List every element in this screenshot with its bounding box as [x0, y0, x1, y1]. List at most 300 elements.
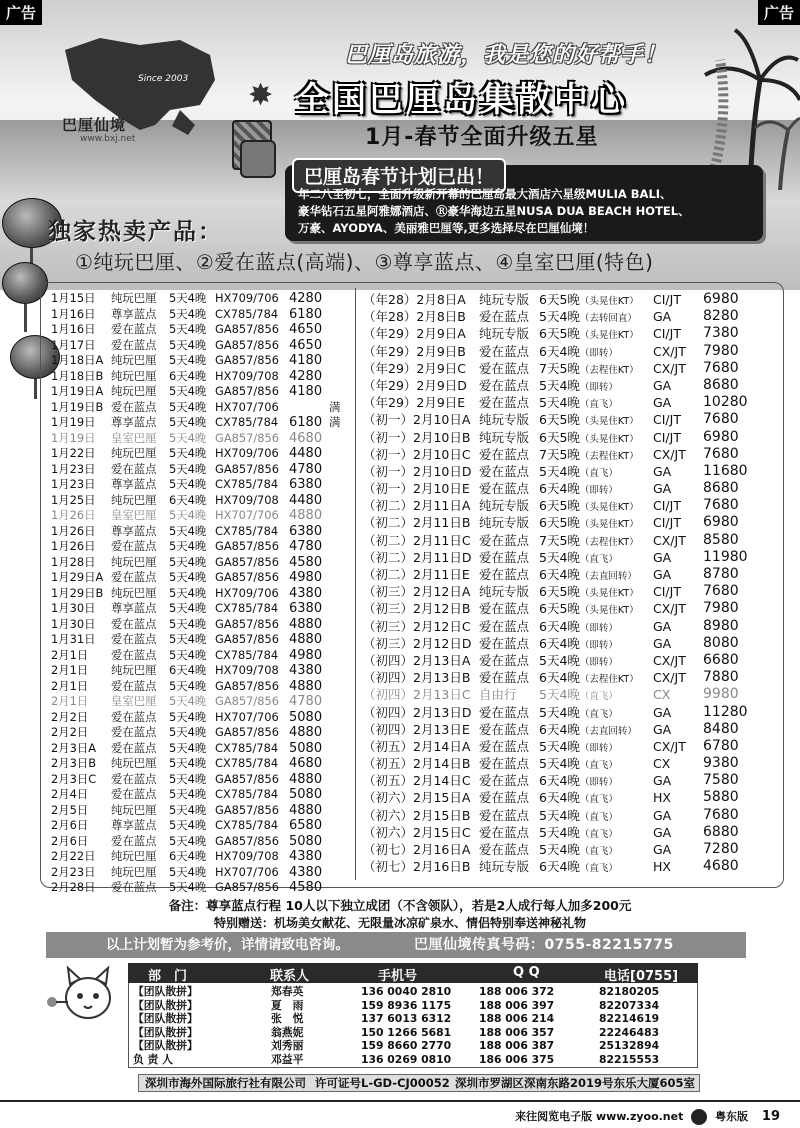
ad-label-right: 广告 [758, 0, 800, 25]
hot-products-title: 独家热卖产品： [48, 219, 223, 245]
row-transfer: （直飞） [579, 794, 618, 806]
row-price: 5880 [703, 789, 739, 806]
row-product: 纯玩巴厘 [111, 663, 157, 677]
row-flight: HX709/708 [215, 492, 279, 507]
row-airline: CX [653, 687, 671, 703]
row-date: 1月16日 [51, 306, 96, 321]
row-product: 纯玩专版 [479, 292, 530, 307]
row-transfer: （直飞） [579, 399, 618, 411]
row-airline: CI/JT [653, 584, 681, 600]
row-date: （初一）2月10日C [363, 446, 471, 462]
table-row [363, 755, 778, 772]
row-price: 4580 [289, 554, 323, 570]
row-product: 尊享蓝点 [111, 306, 157, 321]
row-phone: 82214619 [599, 1012, 660, 1026]
row-price: 7880 [703, 669, 739, 686]
row-date: （年29）2月9日E [363, 395, 466, 411]
contact-row [129, 1053, 697, 1067]
row-nights: 6天4晚 [539, 859, 580, 875]
row-price: 8980 [703, 617, 739, 634]
table-row [51, 291, 351, 307]
row-date: 2月3日C [51, 771, 97, 786]
table-row [363, 411, 778, 428]
company-address: 深圳市罗湖区深南东路2019号东乐大厦605室 [455, 1076, 696, 1090]
row-airline: GA [653, 618, 672, 634]
row-date: （初五）2月14日A [363, 738, 471, 754]
row-duration: 5天4晚 [169, 477, 207, 491]
table-row [51, 834, 351, 850]
row-date: （初四）2月13日A [363, 652, 471, 668]
table-row [51, 725, 351, 741]
row-flight: CX785/784 [215, 818, 279, 832]
table-row [363, 635, 778, 652]
row-product: 爱在蓝点 [111, 322, 157, 336]
row-nights: 6天4晚 [539, 618, 580, 634]
row-airline: GA [653, 463, 672, 479]
row-price: 4650 [289, 322, 323, 337]
row-product: 爱在蓝点 [111, 880, 157, 894]
row-nights: 6天4晚 [539, 481, 580, 497]
row-price: 4880 [289, 616, 323, 632]
row-dept: 负 责 人 [133, 1052, 173, 1066]
table-row [51, 601, 351, 617]
row-transfer: （即转） [579, 485, 618, 497]
row-flight: GA857/856 [215, 616, 279, 631]
row-nights: 6天4晚 [539, 670, 580, 686]
row-duration: 5天4晚 [169, 647, 207, 662]
row-nights: 6天4晚 [539, 343, 580, 359]
row-duration: 5天4晚 [169, 461, 207, 476]
page-number: 19 [761, 1109, 780, 1124]
header-mobile: 手机号 [378, 969, 418, 984]
row-date: （初五）2月14日C [363, 773, 471, 789]
row-price: 6380 [289, 601, 323, 616]
firecracker-bucket-icon [240, 140, 276, 178]
row-date: 2月3日B [51, 756, 97, 770]
row-nights: 6天5晚 [539, 584, 580, 600]
row-date: 1月17日 [51, 337, 96, 352]
row-transfer: （直飞） [579, 846, 618, 857]
table-row [51, 865, 351, 881]
row-flight: HX709/706 [215, 446, 279, 460]
table-row [51, 586, 351, 602]
row-duration: 5天4晚 [169, 554, 207, 569]
row-price: 7680 [703, 359, 739, 376]
row-product: 纯玩巴厘 [111, 492, 157, 507]
row-date: （年29）2月9日C [363, 360, 467, 376]
row-transfer: （去程住KT） [579, 450, 639, 462]
row-product: 爱在蓝点 [111, 461, 157, 476]
row-duration: 5天4晚 [169, 740, 207, 755]
row-duration: 5天4晚 [169, 787, 207, 801]
row-date: （初六）2月15日B [363, 807, 471, 823]
row-flight: HX707/706 [215, 399, 279, 414]
lantern-tassel [24, 304, 27, 332]
row-price: 4380 [289, 663, 323, 678]
row-product: 纯玩巴厘 [111, 291, 157, 305]
brand-since: Since 2003 [138, 74, 189, 84]
row-date: （初三）2月12日D [363, 635, 472, 651]
row-date: 2月4日 [51, 787, 89, 801]
table-row [363, 772, 778, 789]
row-product: 尊享蓝点 [111, 477, 157, 491]
row-mobile: 159 8660 2770 [361, 1039, 452, 1053]
row-mobile: 136 0269 0810 [361, 1052, 452, 1066]
row-date: 1月19日A [51, 384, 104, 398]
row-airline: CX/JT [653, 360, 686, 376]
row-flight: GA857/856 [215, 725, 279, 739]
contact-row [129, 1039, 697, 1053]
row-product: 爱在蓝点 [479, 446, 530, 462]
row-product: 爱在蓝点 [111, 632, 157, 646]
row-price: 8080 [703, 634, 739, 651]
license-number: 许可证号L-GD-CJ00052 [315, 1076, 450, 1090]
row-date: 1月19日 [51, 415, 96, 429]
row-airline: CI/JT [653, 326, 681, 342]
row-person: 邓益平 [271, 1052, 304, 1066]
row-flight: GA857/856 [215, 880, 279, 894]
row-date: 1月19日B [51, 399, 104, 414]
table-row [363, 532, 778, 549]
plan-line: 万豪、AYODYA、美丽雅巴厘等,更多选择尽在巴厘仙境！ [298, 221, 595, 235]
row-transfer: （头晃住KT） [579, 433, 639, 445]
table-row [51, 415, 351, 431]
row-phone: 82207334 [599, 998, 660, 1012]
row-nights: 6天5晚 [539, 515, 580, 531]
row-duration: 5天4晚 [169, 694, 207, 708]
row-qq: 186 006 375 [479, 1052, 555, 1066]
row-flight: GA857/856 [215, 384, 279, 398]
row-product: 爱在蓝点 [111, 570, 157, 584]
row-price: 8480 [703, 720, 739, 737]
row-price: 9980 [703, 686, 739, 703]
table-row [51, 493, 351, 509]
table-row [51, 741, 351, 757]
gift-note: 特别赠送：机场美女献花、无限量冰凉矿泉水、情侣特别奉送神秘礼物 [213, 916, 586, 930]
row-airline: GA [653, 395, 672, 411]
table-row [51, 663, 351, 679]
row-mobile: 150 1266 5681 [361, 1025, 452, 1039]
row-date: （初二）2月11日C [363, 532, 471, 548]
row-product: 纯玩专版 [479, 859, 530, 875]
row-qq: 188 006 214 [479, 1012, 555, 1026]
row-duration: 5天4晚 [169, 818, 207, 832]
row-airline: CX/JT [653, 670, 686, 686]
table-row [51, 880, 351, 896]
row-price: 7380 [703, 325, 739, 342]
table-row [51, 524, 351, 540]
row-flight: CX785/784 [215, 523, 279, 538]
row-product: 爱在蓝点 [111, 647, 157, 662]
row-product: 纯玩巴厘 [111, 384, 157, 398]
row-price: 4480 [289, 446, 323, 461]
table-row [363, 738, 778, 755]
row-price: 4780 [289, 694, 323, 709]
row-price: 7680 [703, 806, 739, 823]
table-row [51, 369, 351, 385]
banner-slogan: 巴厘岛旅游，我是您的好帮手！ [345, 43, 668, 68]
row-price: 4680 [289, 756, 323, 771]
row-airline: CX [653, 756, 671, 772]
row-nights: 5天4晚 [539, 377, 580, 393]
contact-row [129, 985, 697, 999]
row-airline: CI/JT [653, 498, 681, 514]
page-info [515, 1108, 780, 1125]
table-row [51, 508, 351, 524]
row-duration: 5天4晚 [169, 570, 207, 584]
table-row [363, 858, 778, 875]
row-product: 纯玩专版 [479, 326, 530, 342]
row-duration: 5天4晚 [169, 306, 207, 321]
row-airline: CX/JT [653, 343, 686, 359]
row-date: 2月6日 [51, 833, 89, 848]
table-row [51, 756, 351, 772]
row-transfer: （直飞） [579, 691, 618, 703]
row-date: 2月1日 [51, 663, 89, 677]
row-duration: 6天4晚 [169, 849, 207, 863]
row-person: 刘秀丽 [271, 1039, 304, 1053]
row-duration: 5天4晚 [169, 415, 207, 429]
row-person: 张 悦 [271, 1012, 304, 1026]
ad-label-left: 广告 [0, 0, 42, 25]
row-date: 1月19日 [51, 430, 96, 445]
row-flight: CX785/784 [215, 756, 279, 770]
row-price: 6180 [289, 415, 323, 430]
row-flight: GA857/856 [215, 632, 279, 646]
row-date: （初四）2月13日B [363, 670, 471, 686]
row-flight: GA857/856 [215, 570, 279, 584]
table-row [363, 480, 778, 497]
row-product: 纯玩巴厘 [111, 864, 157, 879]
row-flight: GA857/856 [215, 833, 279, 848]
row-nights: 5天4晚 [539, 842, 580, 857]
row-date: 2月22日 [51, 849, 96, 863]
edition-name: 粤东版 [715, 1110, 749, 1123]
row-flight: CX785/784 [215, 647, 279, 662]
company-name: 深圳市海外国际旅行社有限公司 [145, 1076, 306, 1090]
row-duration: 5天4晚 [169, 539, 207, 553]
row-price: 4380 [289, 864, 323, 880]
row-date: （初四）2月13日D [363, 704, 472, 720]
row-date: 2月1日 [51, 694, 89, 708]
row-airline: GA [653, 704, 672, 720]
banner-title: 全国巴厘岛集散中心 [295, 80, 628, 120]
row-price: 7680 [703, 411, 739, 428]
publication-logo-icon [691, 1109, 707, 1125]
row-product: 皇室巴厘 [111, 508, 157, 522]
row-date: 1月25日 [51, 492, 96, 507]
row-airline: GA [653, 773, 672, 789]
row-duration: 6天4晚 [169, 492, 207, 507]
table-row [363, 704, 778, 721]
row-nights: 6天4晚 [539, 721, 580, 737]
row-product: 纯玩巴厘 [111, 446, 157, 460]
header-phone: 电话[0755] [604, 969, 679, 984]
row-product: 爱在蓝点 [479, 773, 530, 789]
row-duration: 5天4晚 [169, 322, 207, 336]
row-nights: 6天4晚 [539, 635, 580, 651]
row-price: 8680 [703, 480, 739, 497]
row-product: 爱在蓝点 [479, 842, 530, 857]
table-row [363, 343, 778, 360]
row-product: 爱在蓝点 [479, 635, 530, 651]
row-price: 4880 [289, 508, 323, 523]
row-date: （初三）2月12日C [363, 618, 471, 634]
row-airline: CI/JT [653, 515, 681, 531]
row-price: 7580 [703, 772, 739, 789]
row-dept: 【团队散拼】 [133, 1025, 198, 1039]
row-transfer: （头晃住KT） [579, 502, 639, 514]
row-duration: 5天4晚 [169, 880, 207, 894]
row-duration: 6天4晚 [169, 663, 207, 677]
page-rule [0, 1100, 800, 1102]
row-airline: GA [653, 549, 672, 565]
row-price: 10280 [703, 394, 748, 411]
row-product: 爱在蓝点 [479, 360, 530, 376]
row-transfer: （头晃住KT） [579, 296, 639, 307]
row-nights: 6天5晚 [539, 326, 580, 342]
row-price: 11680 [703, 462, 748, 479]
row-price: 7980 [703, 600, 739, 617]
row-price: 4880 [289, 725, 323, 740]
row-flight: GA857/856 [215, 554, 279, 569]
row-product: 爱在蓝点 [111, 725, 157, 739]
row-product: 爱在蓝点 [111, 740, 157, 755]
row-price: 6880 [703, 823, 739, 840]
row-product: 爱在蓝点 [111, 616, 157, 631]
row-price: 7680 [703, 497, 739, 514]
plan-line: 豪华钻石五星阿雅娜酒店、Ⓡ豪华海边五星NUSA DUA BEACH HOTEL、 [298, 204, 690, 218]
row-duration: 5天4晚 [169, 585, 207, 600]
table-row [363, 618, 778, 635]
table-row [51, 555, 351, 571]
row-product: 自由行 [479, 687, 517, 703]
row-date: 2月2日 [51, 725, 89, 739]
row-transfer: （头晃住KT） [579, 330, 639, 342]
row-transfer: （直飞） [579, 760, 618, 772]
row-date: 1月15日 [51, 291, 96, 305]
row-phone: 22246483 [599, 1025, 660, 1039]
row-date: （初四）2月13日E [363, 721, 470, 737]
row-product: 纯玩巴厘 [111, 802, 157, 817]
row-nights: 5天4晚 [539, 824, 580, 840]
brand-script: Bali [126, 98, 152, 113]
row-date: 1月29日A [51, 570, 104, 584]
row-product: 纯玩巴厘 [111, 585, 157, 600]
table-row [51, 462, 351, 478]
row-price: 4480 [289, 492, 323, 508]
row-transfer: （即转） [579, 347, 618, 359]
row-product: 爱在蓝点 [479, 567, 530, 582]
brand-url: www.bxj.net [80, 134, 136, 144]
row-nights: 6天5晚 [539, 429, 580, 445]
plan-line: 年二八至初七，全面升级新开幕的巴厘岛最大酒店六星级MULIA BALI、 [298, 187, 672, 201]
row-duration: 5天4晚 [169, 399, 207, 414]
table-row [51, 338, 351, 354]
row-nights: 5天4晚 [539, 738, 580, 754]
table-row [51, 477, 351, 493]
row-transfer: （直飞） [579, 863, 618, 875]
row-price: 4980 [289, 647, 323, 663]
row-price: 6380 [289, 523, 323, 539]
row-product: 爱在蓝点 [111, 771, 157, 786]
row-price: 4680 [289, 430, 323, 446]
row-price: 4880 [289, 632, 323, 647]
row-product: 尊享蓝点 [111, 601, 157, 615]
row-airline: GA [653, 481, 672, 497]
row-date: 2月23日 [51, 864, 96, 879]
schedule-right-column [363, 291, 778, 875]
row-product: 爱在蓝点 [479, 481, 530, 497]
row-price: 6980 [703, 514, 739, 531]
row-product: 爱在蓝点 [479, 309, 530, 325]
table-row [51, 431, 351, 447]
row-price: 5080 [289, 787, 323, 802]
row-date: 2月1日 [51, 647, 89, 662]
row-duration: 5天4晚 [169, 430, 207, 445]
row-transfer: （直飞） [579, 553, 618, 565]
row-nights: 6天5晚 [539, 601, 580, 617]
table-row [51, 446, 351, 462]
row-transfer: （头晃住KT） [579, 605, 639, 617]
row-product: 尊享蓝点 [111, 415, 157, 429]
row-transfer: （直飞） [579, 467, 618, 479]
row-duration: 5天4晚 [169, 802, 207, 817]
row-mobile: 159 8936 1175 [361, 998, 452, 1012]
row-flight: GA857/856 [215, 771, 279, 786]
row-flight: CX785/784 [215, 601, 279, 615]
row-duration: 5天4晚 [169, 833, 207, 848]
row-airline: CI/JT [653, 429, 681, 445]
row-flight: CX785/784 [215, 787, 279, 801]
row-product: 爱在蓝点 [479, 601, 530, 617]
row-transfer: （直飞） [579, 811, 618, 823]
row-nights: 6天5晚 [539, 292, 580, 307]
row-transfer: （去程住KT） [579, 364, 639, 376]
row-date: 2月28日 [51, 880, 96, 894]
row-airline: HX [653, 859, 671, 875]
cartoon-cat-icon [40, 962, 128, 1028]
table-row [363, 446, 778, 463]
row-product: 爱在蓝点 [111, 539, 157, 553]
row-date: （初二）2月11日A [363, 498, 471, 514]
banner-subtitle: 1月-春节全面升级五星 [365, 125, 599, 150]
row-price: 4780 [289, 539, 323, 554]
fax-number: 巴厘仙境传真号码：0755-82215775 [414, 937, 674, 953]
row-nights: 6天5晚 [539, 412, 580, 428]
row-flight: HX707/706 [215, 709, 279, 724]
plan-heading: 巴厘岛春节计划已出！ [292, 158, 506, 193]
row-duration: 5天4晚 [169, 523, 207, 538]
row-flight: HX709/708 [215, 663, 279, 677]
table-row [363, 807, 778, 824]
row-transfer: （即转） [579, 656, 618, 668]
row-duration: 6天4晚 [169, 368, 207, 383]
row-flight: GA857/856 [215, 337, 279, 352]
row-duration: 5天4晚 [169, 353, 207, 367]
info-bar [46, 932, 746, 958]
row-dept: 【团队散拼】 [133, 985, 198, 998]
table-row [51, 818, 351, 834]
row-nights: 6天5晚 [539, 498, 580, 514]
table-row [51, 803, 351, 819]
table-row [363, 652, 778, 669]
row-nights: 7天5晚 [539, 446, 580, 462]
row-product: 皇室巴厘 [111, 694, 157, 708]
row-date: 1月26日 [51, 539, 96, 553]
row-product: 爱在蓝点 [111, 399, 157, 414]
row-transfer: （头晃住KT） [579, 519, 639, 531]
